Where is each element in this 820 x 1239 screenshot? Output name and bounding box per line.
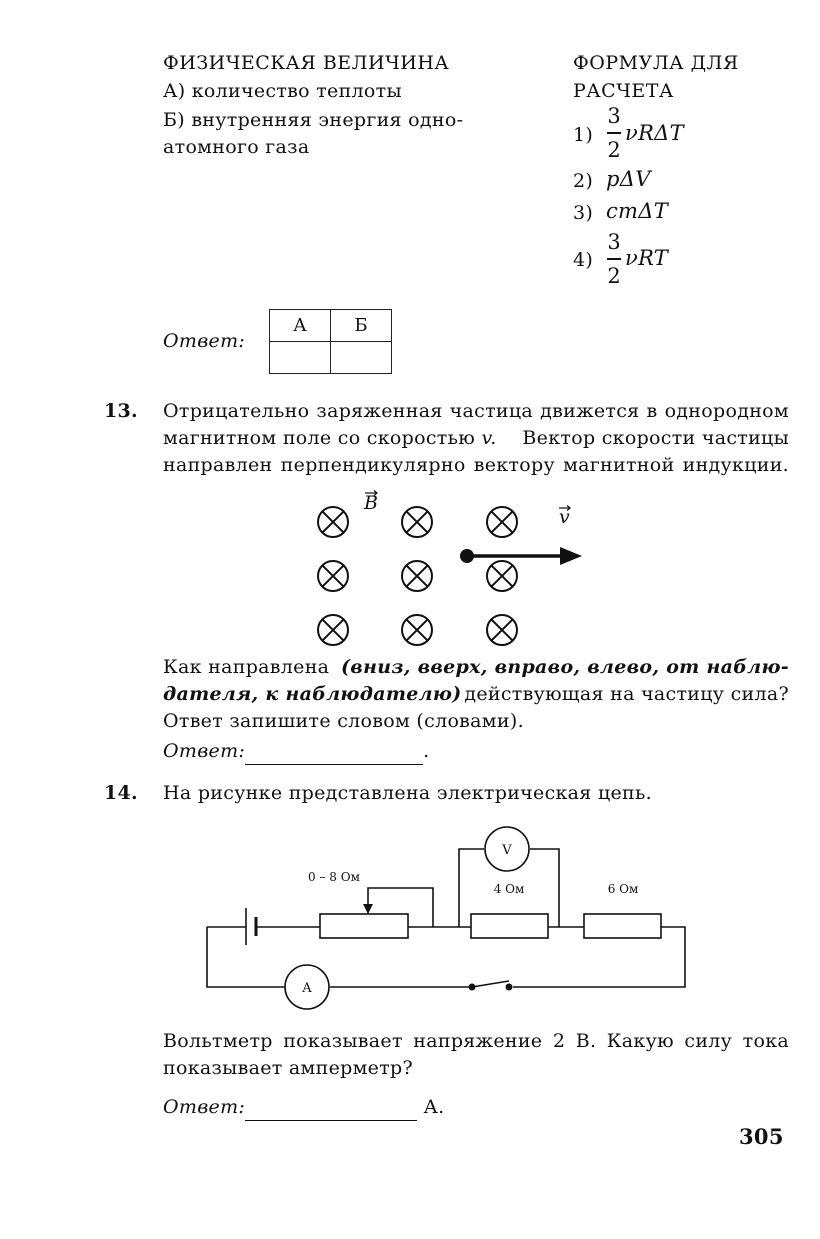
answer-cell-a[interactable] xyxy=(270,342,331,374)
rheostat-arrowhead-icon xyxy=(363,904,373,914)
switch-contact xyxy=(506,984,513,991)
voltmeter-wire xyxy=(530,849,559,927)
rheostat-label: 0 – 8 Ом xyxy=(308,870,360,884)
quantity-item-a: А) количество теплоты xyxy=(163,80,402,102)
answer-table-header-a: А xyxy=(270,310,331,342)
field-into-page-icon xyxy=(318,561,348,591)
switch-contact xyxy=(469,984,476,991)
task-14-number: 14. xyxy=(104,782,138,804)
task-14-question-line-2: показывает амперметр? xyxy=(163,1057,413,1079)
task-13-line-2-tail: Вектор скорости частицы xyxy=(522,427,789,449)
rheostat xyxy=(320,914,408,938)
formula-3-expression: cmΔT xyxy=(606,199,669,223)
answer-blank-14[interactable] xyxy=(245,1094,417,1121)
task-13-question-line-1 xyxy=(163,654,789,680)
answer-blank-13[interactable] xyxy=(245,738,423,765)
switch-blade xyxy=(472,981,509,987)
resistor-4-ohm xyxy=(471,914,548,938)
magnetic-field-figure xyxy=(300,480,600,650)
resistor-4-ohm-label: 4 Ом xyxy=(493,882,525,896)
voltmeter-symbol: V xyxy=(502,843,512,858)
answer-options-a: (вниз, вверх, вправо, влево, от наблю- xyxy=(341,656,789,678)
velocity-label-v: v xyxy=(559,506,570,528)
task-13-line-3: направлен перпендикулярно вектору магнитной индукции. xyxy=(163,454,789,476)
formula-1-expression: νRΔT xyxy=(625,121,684,145)
right-column-header-line2: РАСЧЕТА xyxy=(573,80,674,102)
answer-unit-14: А. xyxy=(423,1096,445,1118)
answer-table-12 xyxy=(269,309,392,374)
task-13-line-1: Отрицательно заряженная частица движется в однородном xyxy=(163,400,789,422)
answer-cell-b[interactable] xyxy=(331,342,392,374)
formula-4-numerator: 3 xyxy=(607,230,621,254)
answer-table-header-b: Б xyxy=(331,310,392,342)
question-text-a: Как направлена xyxy=(163,656,330,678)
task-13-question-line-2 xyxy=(163,681,789,707)
answer-label-12: Ответ: xyxy=(163,330,246,352)
formula-4-fraction-bar xyxy=(607,258,621,260)
resistor-6-ohm-label: 6 Ом xyxy=(607,882,639,896)
velocity-arrowhead-icon xyxy=(560,547,582,565)
formula-1-fraction-bar xyxy=(607,132,621,134)
field-into-page-icon xyxy=(487,561,517,591)
field-into-page-icon xyxy=(318,507,348,537)
question-text-b: действующая на частицу сила? xyxy=(464,683,789,705)
page-number: 305 xyxy=(739,1124,784,1149)
wire xyxy=(513,927,685,987)
circuit-diagram xyxy=(200,820,700,1010)
resistor-6-ohm xyxy=(584,914,661,938)
formula-3-number: 3) xyxy=(573,202,594,224)
task-13-number: 13. xyxy=(104,400,138,422)
answer-line-14 xyxy=(163,1094,445,1121)
formula-2-number: 2) xyxy=(573,170,594,192)
formula-4-denominator: 2 xyxy=(607,264,621,288)
quantity-item-b-cont: атомного газа xyxy=(163,136,310,158)
quantity-item-b: Б) внутренняя энергия одно- xyxy=(163,109,464,131)
answer-label-13: Ответ: xyxy=(163,740,246,762)
field-into-page-icon xyxy=(487,615,517,645)
formula-2-expression: pΔV xyxy=(606,167,651,191)
formula-4-number: 4) xyxy=(573,249,594,271)
left-column-header: ФИЗИЧЕСКАЯ ВЕЛИЧИНА xyxy=(163,52,450,74)
answer-options-b: дателя, к наблюдателю) xyxy=(163,683,462,705)
ammeter-symbol: A xyxy=(302,981,312,996)
field-into-page-icon xyxy=(402,561,432,591)
velocity-symbol-inline: v. xyxy=(481,427,497,449)
formula-1-denominator: 2 xyxy=(607,138,621,162)
field-into-page-icon xyxy=(318,615,348,645)
answer-dot-13: . xyxy=(423,740,430,762)
rheostat-slider xyxy=(368,888,433,927)
task-14-text: На рисунке представлена электрическая цепь. xyxy=(163,782,652,804)
formula-1-number: 1) xyxy=(573,124,594,146)
formula-4-expression: νRT xyxy=(625,246,669,270)
task-13-line-2 xyxy=(163,425,789,451)
right-column-header-line1: ФОРМУЛА ДЛЯ xyxy=(573,52,739,74)
task-13-line-2-head: магнитном поле со скоростью xyxy=(163,427,476,449)
field-into-page-icon xyxy=(402,615,432,645)
answer-line-13 xyxy=(163,738,429,765)
field-into-page-icon xyxy=(402,507,432,537)
answer-label-14: Ответ: xyxy=(163,1096,246,1118)
formula-1-numerator: 3 xyxy=(607,104,621,128)
task-14-question-line-1: Вольтметр показывает напряжение 2 В. Какую силу тока xyxy=(163,1030,789,1052)
task-13-instruction: Ответ запишите словом (словами). xyxy=(163,710,524,732)
field-into-page-icon xyxy=(487,507,517,537)
field-label-b: B xyxy=(364,492,378,514)
